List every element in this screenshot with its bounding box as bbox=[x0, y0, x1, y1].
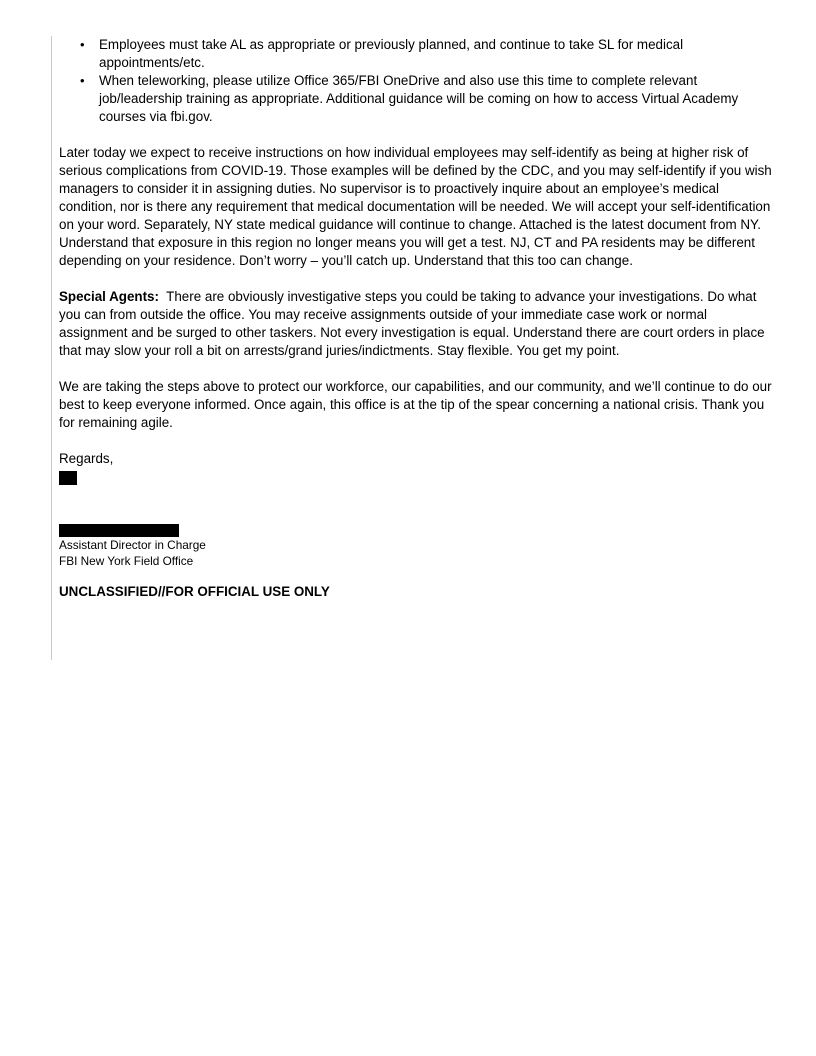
quote-border bbox=[51, 36, 52, 660]
paragraph-self-identify: Later today we expect to receive instructions on how individual employees may self-identify as being at higher risk of serious complications from COVID-19. Those examples will be defined by the CDC, and you may self-identify if you wish managers to consider it in assigning duties. No supervisor is to proactively inquire about an employee’s medical condition, nor is there any requirement that medical documentation will be needed. We will accept your self-identification on your word. Separately, NY state medical guidance will continue to change. Attached is the latest document from NY. Understand that exposure in this region no longer means you will get a test. NJ, CT and PA residents may be different depending on your residence. Don’t worry – you’ll catch up. Understand that this too can change. bbox=[59, 145, 772, 268]
regards-line: Regards, bbox=[59, 451, 114, 466]
list-item bbox=[80, 72, 775, 126]
classification-marking: UNCLASSIFIED//FOR OFFICIAL USE ONLY bbox=[59, 584, 330, 599]
signature-office: FBI New York Field Office bbox=[59, 554, 194, 568]
special-agents-label: Special Agents: bbox=[59, 289, 159, 304]
bullet-icon: • bbox=[80, 73, 85, 88]
redaction-block-name bbox=[59, 524, 179, 537]
special-agents-text: There are obviously investigative steps you could be taking to advance your investigations. Do what you can from outside the office. You may receive assignments outside of your immediate case work or normal assignment and be surged to other taskers. Not every investigation is equal. Understand there are court orders in place that may slow your roll a bit on arrests/grand juries/indictments. Stay flexible. You get my point. bbox=[59, 289, 765, 358]
guidance-bullet-list bbox=[59, 36, 775, 126]
bullet-text-telework: When teleworking, please utilize Office 365/FBI OneDrive and also use this time to complete relevant job/leadership training as appropriate. Additional guidance will be coming on how to access Virtual Academy courses via fbi.gov. bbox=[99, 73, 739, 124]
bullet-text-leave: Employees must take AL as appropriate or previously planned, and continue to take SL for medical appointments/etc. bbox=[99, 37, 684, 70]
bullet-icon: • bbox=[80, 37, 85, 52]
paragraph-closing: We are taking the steps above to protect our workforce, our capabilities, and our community, and we’ll continue to do our best to keep everyone informed. Once again, this office is at the tip of the spear concerning a national crisis. Thank you for remaining agile. bbox=[59, 379, 772, 430]
redaction-block-signature bbox=[59, 471, 77, 485]
list-item bbox=[80, 36, 775, 72]
email-body bbox=[59, 36, 775, 601]
signature-title: Assistant Director in Charge bbox=[59, 538, 206, 552]
paragraph-special-agents bbox=[59, 288, 775, 360]
